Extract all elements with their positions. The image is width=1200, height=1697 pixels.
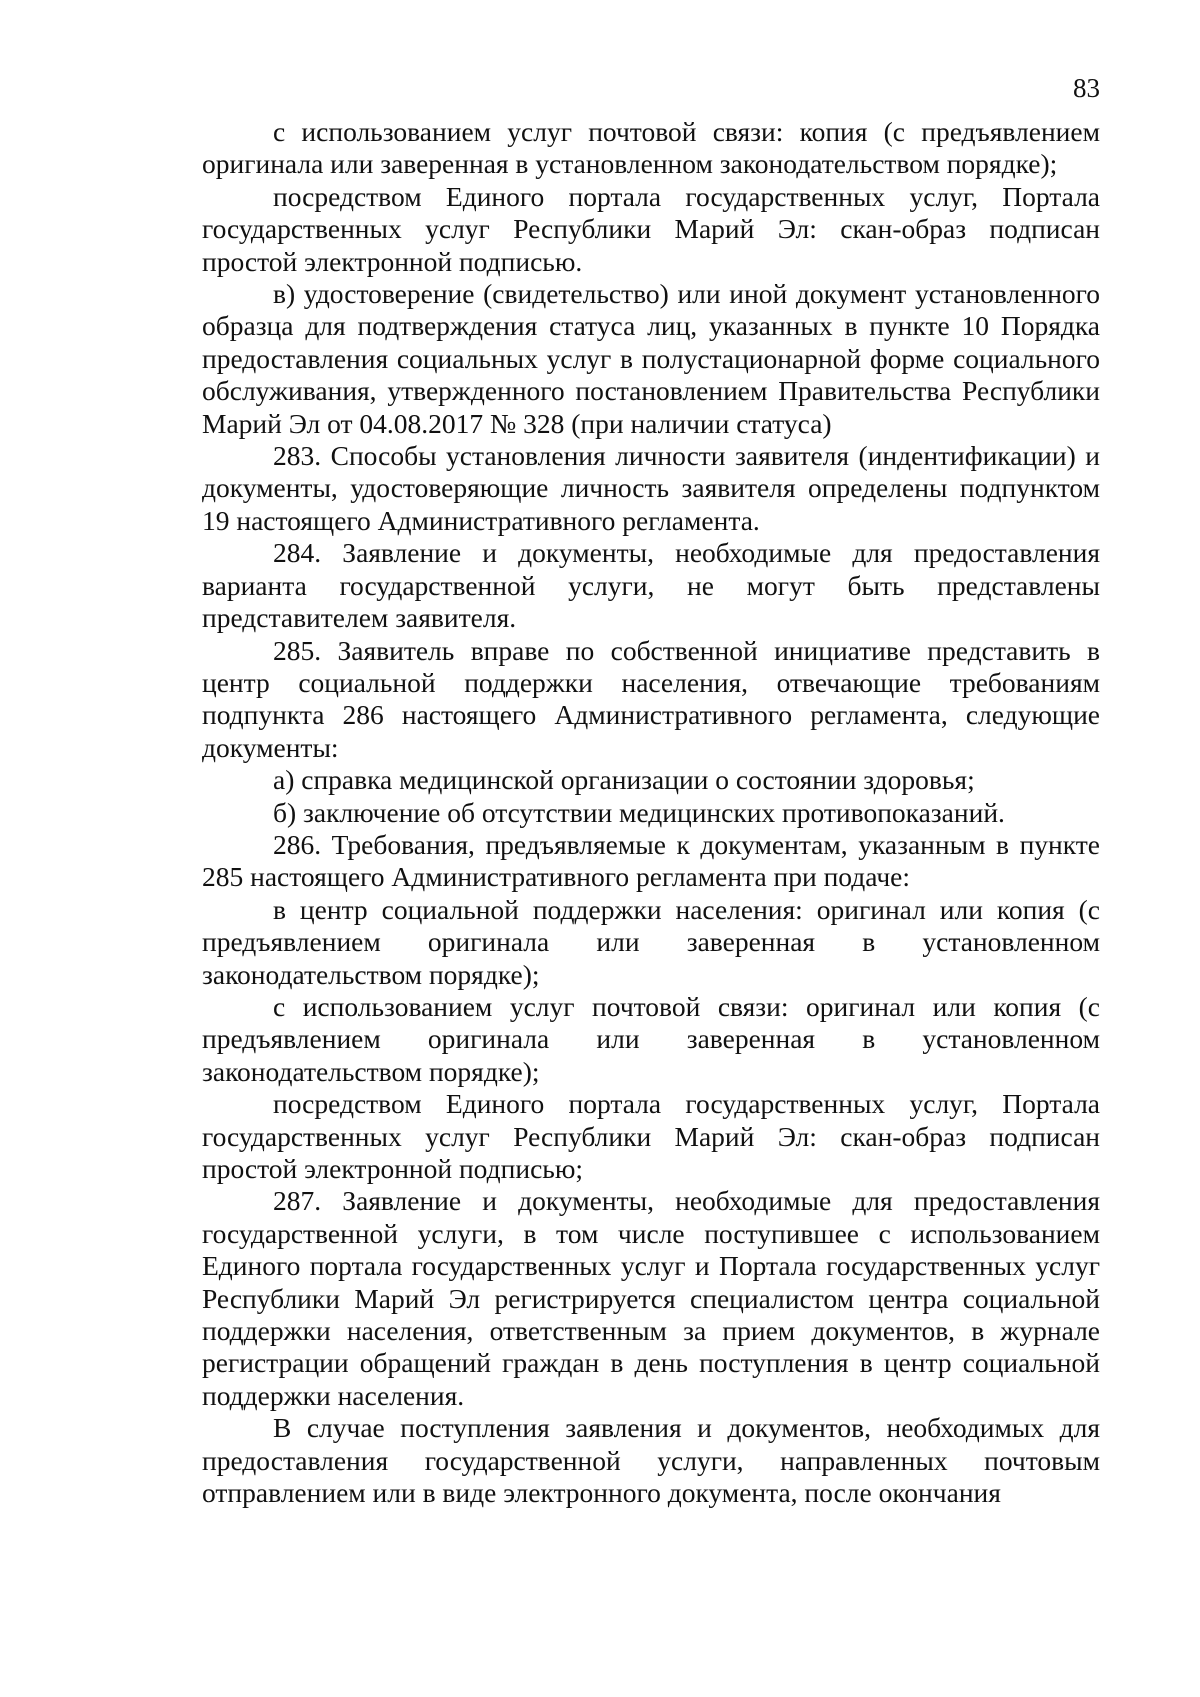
- paragraph-portal-scan: посредством Единого портала государственных услуг, Портала государственных услуг Республики Марий Эл: скан-образ подписан простой электронной подписью.: [202, 180, 1100, 277]
- paragraph-item-b: б) заключение об отсутствии медицинских противопоказаний.: [273, 796, 1005, 828]
- paragraph-285: 285. Заявитель вправе по собственной инициативе представить в центр социальной поддержки населения, отвечающие требованиям подпункта 286 настоящего Административного регламента, следующие документы:: [202, 634, 1100, 763]
- paragraph-287: 287. Заявление и документы, необходимые для предоставления государственной услуги, в том числе поступившее с использованием Единого портала государственных услуг и Портала государственных услуг Республики Марий Эл регистрируется специалистом центра социальной поддержки населения, ответственным за прием документов, в журнале регистрации обращений граждан в день поступления в центр социальной поддержки населения.: [202, 1185, 1100, 1411]
- paragraph-286: 286. Требования, предъявляемые к документам, указанным в пункте 285 настоящего Административного регламента при подаче:: [202, 828, 1100, 893]
- paragraph-postal-copy: с использованием услуг почтовой связи: копия (с предъявлением оригинала или заверенная в установленном законодательством порядке);: [202, 116, 1100, 180]
- paragraph-283: 283. Способы установления личности заявителя (индентификации) и документы, удостоверяющие личность заявителя определены подпунктом 19 настоящего Административного регламента.: [202, 440, 1100, 536]
- paragraph-item-v-certificate: в) удостоверение (свидетельство) или иной документ установленного образца для подтверждения статуса лиц, указанных в пункте 10 Порядка предоставления социальных услуг в полустационарной форме социального обслуживания, утвержденного постановлением Правительства Республики Марий Эл от 04.08.2017 № 328 (при наличии статуса): [202, 278, 1100, 439]
- paragraph-284: 284. Заявление и документы, необходимые для предоставления варианта государственной услуги, не могут быть представлены представителем заявителя.: [202, 537, 1100, 634]
- page-number: 83: [1073, 73, 1100, 103]
- paragraph-postal-electronic: В случае поступления заявления и документов, необходимых для предоставления государственной услуги, направленных почтовым отправлением или в виде электронного документа, после окончания: [202, 1412, 1100, 1509]
- paragraph-postal-original: с использованием услуг почтовой связи: оригинал или копия (с предъявлением оригинала или заверенная в установленном законодательством порядке);: [202, 990, 1100, 1087]
- document-body: [202, 116, 1100, 1509]
- paragraph-portal-scan-2: посредством Единого портала государственных услуг, Портала государственных услуг Республики Марий Эл: скан-образ подписан простой электронной подписью;: [202, 1088, 1100, 1184]
- paragraph-item-a: а) справка медицинской организации о состоянии здоровья;: [273, 764, 975, 796]
- paragraph-social-center-original: в центр социальной поддержки населения: оригинал или копия (с предъявлением оригинала или заверенная в установленном законодательством порядке);: [202, 893, 1100, 990]
